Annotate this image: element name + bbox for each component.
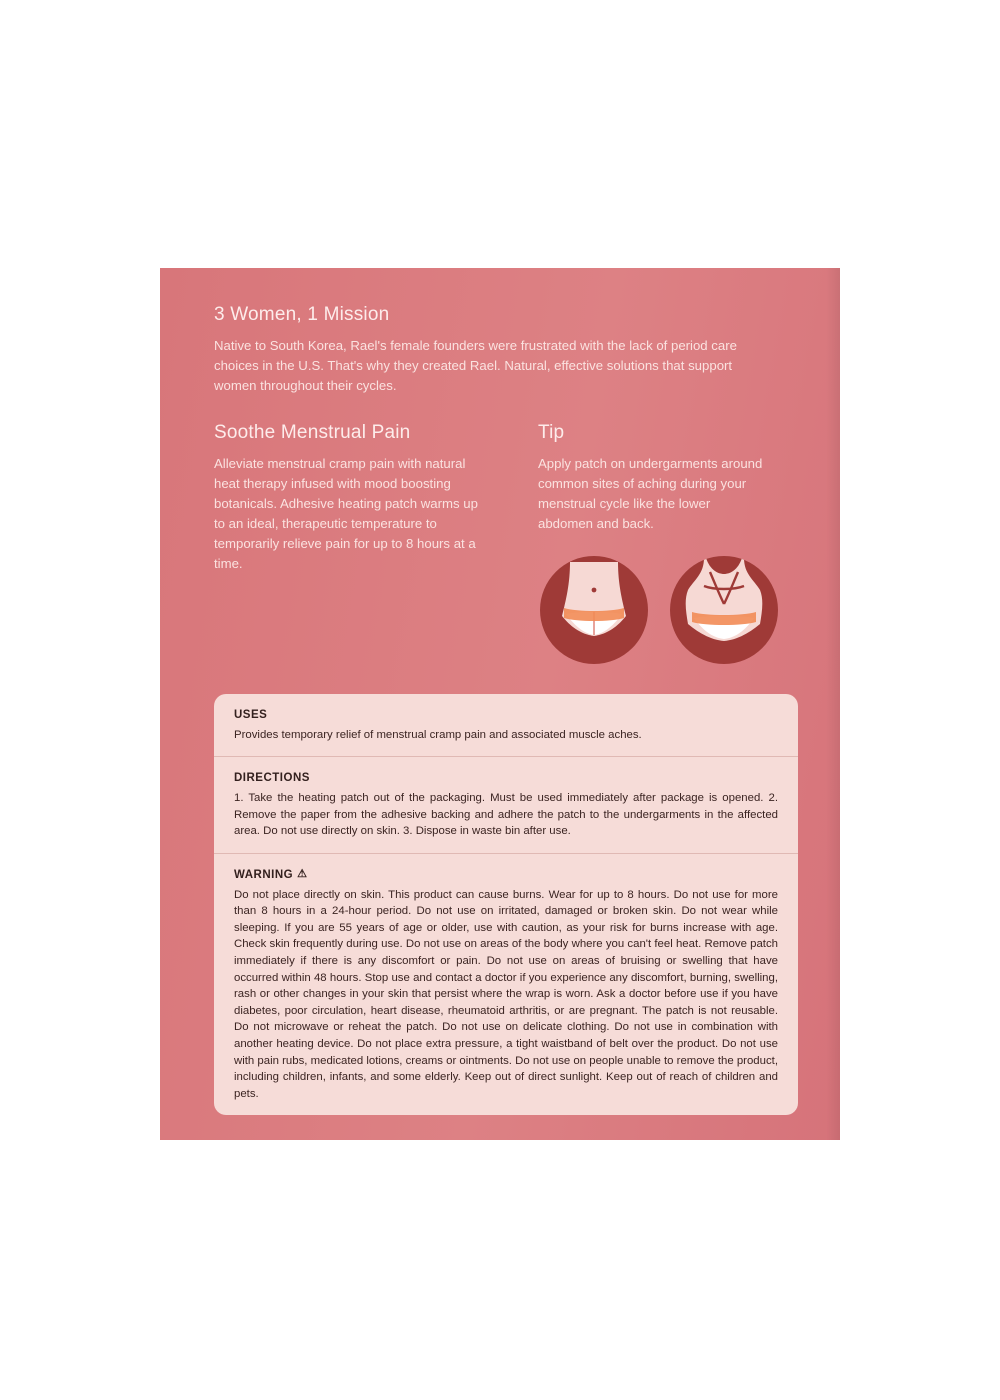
placement-illustrations	[540, 556, 798, 664]
tip-text: Apply patch on undergarments around common sites of aching during your menstrual cycle like the lower abdomen and back.	[538, 456, 763, 531]
brand-story-heading: 3 Women, 1 Mission	[214, 304, 390, 325]
drug-facts-card	[214, 694, 798, 1115]
warning-text: Do not place directly on skin. This product can cause burns. Wear for up to 8 hours. Do not use for more than 8 hours in a 24-hour period. Do not use on irritated, damaged or broken skin. Do not wear while sleeping. If you are 55 years of age or older, use with caution, as your risk for burns increase with age. Check skin frequently during use. Do not use on areas of the body where you can't feel heat. Remove patch immediately if there is any discomfort or pain. Do not use on areas of bruising or swelling that have occurred within 48 hours. Stop use and contact a doctor if you experience any discomfort, burning, swelling, rash or other changes in your skin that persist where the wrap is worn. Ask a doctor before use if you have diabetes, poor circulation, heart disease, rheumatoid arthritis, or are pregnant. The patch is not reusable. Do not microwave or reheat the patch. Do not use on delicate clothing. Do not use in combination with another heating device. Do not place extra pressure, a tight waistband of belt over the product. Do not use with pain rubs, medicated lotions, creams or ointments. Do not use on people unable to remove the product, including children, infants, and some elderly. Keep out of direct sunlight. Keep out of reach of children and pets.	[234, 888, 778, 1100]
tip-heading: Tip	[538, 422, 565, 443]
uses-title: USES	[234, 709, 268, 721]
warning-title	[234, 869, 778, 881]
directions-text: 1. Take the heating patch out of the packaging. Must be used immediately after package is opened. 2. Remove the paper from the adhesive backing and adhere the patch to the undergarments in the affected area. Do not use directly on skin. 3. Dispose in waste bin after use.	[234, 792, 778, 838]
directions-section	[214, 756, 798, 852]
directions-title: DIRECTIONS	[234, 772, 310, 785]
brand-story-block	[214, 304, 798, 396]
warning-title-label: WARNING	[234, 868, 294, 881]
abdomen-placement-illustration	[540, 556, 648, 664]
warning-section	[214, 853, 798, 1116]
benefits-columns	[214, 422, 798, 664]
soothe-column	[214, 422, 534, 664]
package-back-panel	[160, 268, 840, 1140]
soothe-heading: Soothe Menstrual Pain	[214, 422, 411, 443]
back-placement-illustration	[670, 556, 778, 664]
warning-triangle-icon: ⚠	[297, 868, 308, 881]
brand-story-text: Native to South Korea, Rael's female founders were frustrated with the lack of period care choices in the U.S. That's why they created Rael. Natural, effective solutions that support women throughout their cycles.	[214, 338, 737, 393]
tip-column	[538, 422, 798, 664]
uses-text: Provides temporary relief of menstrual cramp pain and associated muscle aches.	[234, 729, 642, 741]
uses-section	[214, 694, 798, 756]
soothe-text: Alleviate menstrual cramp pain with natural heat therapy infused with mood boosting botanicals. Adhesive heating patch warms up to an ideal, therapeutic temperature to temporarily relieve pain for up to 8 hours at a time.	[214, 456, 478, 571]
